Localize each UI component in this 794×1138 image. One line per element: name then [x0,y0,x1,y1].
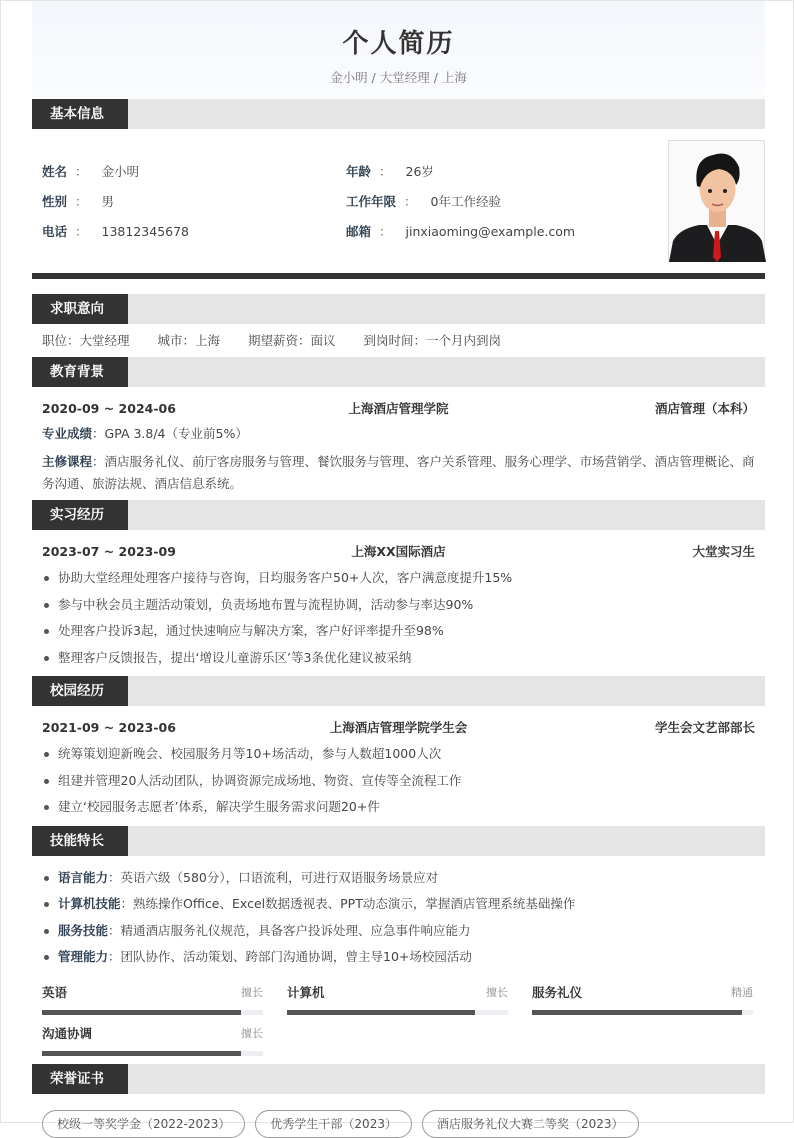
skill-bar: 计算机 擅长 [287,983,508,1024]
section-title: 求职意向 [32,294,128,324]
honor-tag: 酒店服务礼仪大赛二等奖（2023） [422,1110,639,1138]
skill-bar-fill [42,1010,241,1015]
section-campus [32,676,765,706]
skill-bar-fill [42,1051,241,1056]
section-title: 基本信息 [32,99,128,129]
list-item: 协助大堂经理处理客户接待与咨询，日均服务客户50+人次，客户满意度提升15% [42,565,755,592]
skill-bar: 服务礼仪 精通 [532,983,753,1024]
field-email: 邮箱 ： jinxiaoming@example.com [346,224,576,239]
campus-list [32,741,765,821]
list-item: 组建并管理20人活动团队，协调资源完成场地、物资、宣传等全流程工作 [42,768,755,795]
basic-info [32,129,765,273]
section-skills [32,826,765,856]
skill-bar-fill [287,1010,475,1015]
divider [32,273,765,279]
field-name: 姓名 ： 金小明 [42,164,140,179]
education-gpa: 专业成绩：GPA 3.8/4（专业前5%） [42,426,248,441]
campus-row: 2021-09 ~ 2023-06 上海酒店管理学院学生会 学生会文艺部部长 [42,720,756,735]
internship-row: 2023-07 ~ 2023-09 上海XX国际酒店 大堂实习生 [42,544,756,559]
field-gender: 性别 ： 男 [42,194,115,209]
list-item: 处理客户投诉3起，通过快速响应与解决方案，客户好评率提升至98% [42,618,755,645]
honor-tag: 校级一等奖学金（2022-2023） [42,1110,245,1138]
intent-position: 职位：大堂经理 [42,333,130,348]
education-row: 2020-09 ~ 2024-06 上海酒店管理学院 酒店管理（本科） [42,401,756,416]
skill-bar: 英语 擅长 [42,983,263,1024]
intent-city: 城市：上海 [157,333,221,348]
section-education [32,357,765,387]
page-title: 个人简历 [342,29,455,59]
honor-tags [32,1094,765,1138]
section-title: 荣誉证书 [32,1064,128,1094]
avatar-photo [668,140,765,261]
field-years: 工作年限 ： 0年工作经验 [346,194,501,209]
section-internship [32,500,765,530]
section-title: 校园经历 [32,676,128,706]
skill-bar-fill [532,1010,742,1015]
list-item: 计算机技能：熟练操作Office、Excel数据透视表、PPT动态演示，掌握酒店管理系统基础操作 [42,891,755,918]
list-item: 整理客户反馈报告，提出‘增设儿童游乐区’等3条优化建议被采纳 [42,645,755,672]
section-title: 实习经历 [32,500,128,530]
list-item: 语言能力：英语六级（580分），口语流利，可进行双语服务场景应对 [42,865,755,892]
resume-page [32,1,765,1138]
field-age: 年龄 ： 26岁 [346,164,434,179]
list-item: 服务技能：精通酒店服务礼仪规范，具备客户投诉处理、应急事件响应能力 [42,918,755,945]
list-item: 统筹策划迎新晚会、校园服务月等10+场活动，参与人数超1000人次 [42,741,755,768]
section-title: 技能特长 [32,826,128,856]
honor-tag: 优秀学生干部（2023） [255,1110,412,1138]
section-honors [32,1064,765,1094]
field-phone: 电话 ： 13812345678 [42,224,190,239]
skill-bars [32,983,765,1065]
section-job-intent [32,294,765,324]
intent-arrival: 到岗时间：一个月内到岗 [363,333,502,348]
education-courses: 主修课程：酒店服务礼仪、前厅客房服务与管理、餐饮服务与管理、客户关系管理、服务心理学、市场营销学、酒店管理概论、商务沟通、旅游法规、酒店信息系统。 [42,454,755,491]
resume-header [32,1,765,99]
section-basic-info [32,99,765,129]
internship-list [32,565,765,671]
intent-salary: 期望薪资：面议 [248,333,336,348]
job-intent [32,324,765,357]
skill-bar: 沟通协调 擅长 [42,1024,263,1065]
list-item: 建立‘校园服务志愿者’体系，解决学生服务需求问题20+件 [42,794,755,821]
subtitle: 金小明 / 大堂经理 / 上海 [330,70,467,85]
list-item: 参与中秋会员主题活动策划，负责场地布置与流程协调，活动参与率达90% [42,592,755,619]
skills-list [32,865,765,971]
list-item: 管理能力：团队协作、活动策划、跨部门沟通协调，曾主导10+场校园活动 [42,944,755,971]
section-title: 教育背景 [32,357,128,387]
